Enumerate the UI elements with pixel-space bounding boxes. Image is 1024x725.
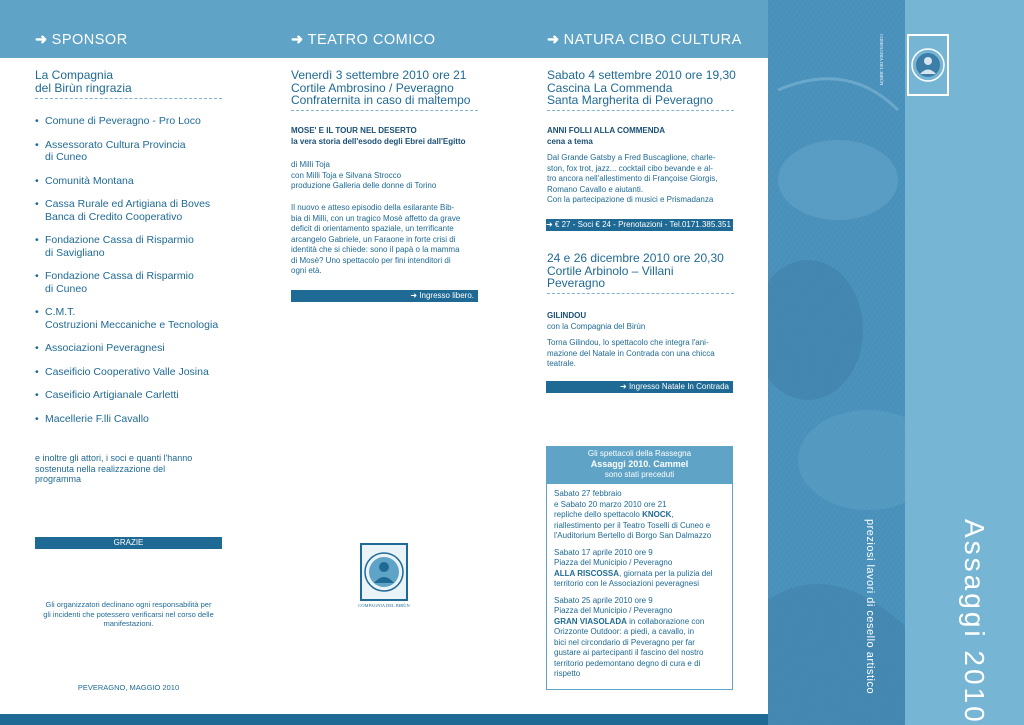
arrow-right-icon: ➜ (35, 32, 48, 48)
divider (547, 293, 734, 294)
booking-bar: ➜ € 27 - Soci € 24 - Prenotazioni - Tel.0171.385.351 (546, 219, 733, 231)
sponsor-item: • Caseificio Cooperativo Valle Josina (35, 366, 235, 379)
cover-logo (907, 34, 949, 96)
show-credits: di Milli Toja con Milli Toja e Silvana Strocco produzione Galleria delle donne di Torino (291, 160, 437, 190)
teatro-event-heading: Venerdì 3 settembre 2010 ore 21 Cortile Ambrosino / Peveragno Confraternita in caso di maltempo (291, 68, 471, 107)
logo-portrait-icon (362, 545, 406, 599)
footer-place-date: PEVERAGNO, MAGGIO 2010 (77, 683, 180, 692)
natura-event2 (547, 311, 747, 332)
sponsor-item: • C.M.T. Costruzioni Meccaniche e Tecnologia (35, 306, 235, 331)
sponsor-item: • Macellerie F.lli Cavallo (35, 413, 235, 426)
top-band (0, 0, 768, 58)
sponsor-item: • Caseificio Artigianale Carletti (35, 389, 235, 402)
teatro-heading-label: TEATRO COMICO (307, 32, 436, 48)
cover-logo-caption: COMPAGNIA DEL BIRÙN (879, 34, 884, 86)
sponsor-item: • Comune di Peveragno - Pro Loco (35, 115, 235, 128)
cover-subtitle: preziosi lavori di cesello artistico (864, 519, 876, 695)
sponsor-heading (35, 32, 128, 48)
event-subtitle: con la Compagnia del Birùn (547, 321, 646, 331)
arrow-right-icon: ➜ (291, 32, 304, 48)
sponsor-heading-label: SPONSOR (51, 32, 128, 48)
recap-event: Sabato 27 febbraio e Sabato 20 marzo 2010 ore 21 repliche dello spettacolo KNOCK, riallestimento per il Teatro Toselli di Cuneo e l'Auditorium Bertello di Borgo San Dalmazzo (554, 489, 712, 540)
sponsor-thanks-line: del Birùn ringrazia (35, 80, 132, 95)
show-description: Il nuovo e atteso episodio della esilarante Bib- bia di Milli, con un tragico Mosè affetto da grave deficit di orientamento spaziale, un terrificante arcangelo Gabriele, un Faraone in forte crisi di identità che si chiede: sono il papà o la mamma di Mosè? Uno spettacolo per fini intenditori di ogni età. (291, 203, 461, 275)
event-subtitle: cena a tema (547, 136, 593, 146)
bottom-band (0, 714, 768, 725)
recap-event: Sabato 25 aprile 2010 ore 9 Piazza del Municipio / Peveragno GRAN VIASOLADA in collaborazione con Orizzonte Outdoor: a piedi, a cavallo, in bici nel circondario di Peveragno per far gustare ai partecipanti il fascino del nostro territorio pedemontano degno di cura e di rispetto (554, 595, 705, 678)
entry-bar: ➜ Ingresso Natale In Contrada (546, 381, 733, 393)
sponsor-thanks-line: La Compagnia (35, 68, 114, 82)
disclaimer: Gli organizzatori declinano ogni responsabilità per gli incidenti che potessero verificarsi nel corso delle manifestazioni. (43, 600, 214, 628)
sponsor-thanks-heading (35, 69, 132, 94)
sponsor-item: • Comunità Montana (35, 175, 235, 188)
event-title: ANNI FOLLI ALLA COMMENDA (547, 126, 666, 135)
sponsor-item: • Cassa Rurale ed Artigiana di Boves Banca di Credito Cooperativo (35, 198, 235, 223)
show-subtitle: la vera storia dell'esodo degli Ebrei dall'Egitto (291, 136, 466, 146)
sponsor-extra-note: e inoltre gli attori, i soci e quanti l'hanno sostenuta nella realizzazione del programma (35, 453, 193, 484)
sponsor-item: • Fondazione Cassa di Risparmio di Cuneo (35, 270, 235, 295)
cover-title: Assaggi 2010 (959, 519, 990, 725)
entry-bar: ➜ Ingresso libero. (291, 290, 478, 302)
natura-event1-heading: Sabato 4 settembre 2010 ore 19,30 Cascina La Commenda Santa Margherita di Peveragno (547, 68, 736, 107)
thanks-bar: GRAZIE (35, 537, 222, 549)
logo-caption: COMPAGNIA DEL BIRÙN (358, 603, 410, 608)
logo-portrait-icon (909, 36, 947, 94)
natura-heading (547, 32, 742, 48)
teatro-heading (291, 32, 436, 48)
sponsor-item: • Associazioni Peveragnesi (35, 342, 235, 355)
natura-event1 (547, 126, 747, 147)
recap-body (546, 483, 733, 690)
company-logo (360, 543, 408, 601)
recap-event: Sabato 17 aprile 2010 ore 9 Piazza del Municipio / Peveragno ALLA RISCOSSA, giornata per la pulizia del territorio con le Associazioni peveragnesi (554, 547, 713, 588)
event-title: GILINDOU (547, 311, 587, 320)
divider (35, 98, 222, 99)
sponsor-list (35, 115, 235, 436)
natura-heading-label: NATURA CIBO CULTURA (563, 32, 742, 48)
divider (547, 110, 734, 111)
event1-description: Dal Grande Gatsby a Fred Buscaglione, charle- ston, fox trot, jazz... cocktail cibo bevande e al- tro ancora nell'allestimento di Françoise Giorgis, Romano Cavallo e aiutanti. Con la partecipazione di musici e Prismadanza (547, 153, 718, 204)
event2-description: Torna Gilindou, lo spettacolo che integra l'ani- mazione del Natale in Contrada con una chicca teatrale. (547, 338, 715, 368)
recap-header: Gli spettacoli della Rassegna Assaggi 2010. Cammel sono stati preceduti (546, 446, 733, 483)
sponsor-item: • Assessorato Cultura Provincia di Cuneo (35, 139, 235, 164)
show-title: MOSE' E IL TOUR NEL DESERTO (291, 126, 417, 135)
natura-event2-heading: 24 e 26 dicembre 2010 ore 20,30 Cortile Arbinolo – Villani Peveragno (547, 251, 724, 290)
sponsor-item: • Fondazione Cassa di Risparmio di Savigliano (35, 234, 235, 259)
arrow-right-icon: ➜ (547, 32, 560, 48)
divider (291, 110, 478, 111)
teatro-show (291, 126, 491, 147)
